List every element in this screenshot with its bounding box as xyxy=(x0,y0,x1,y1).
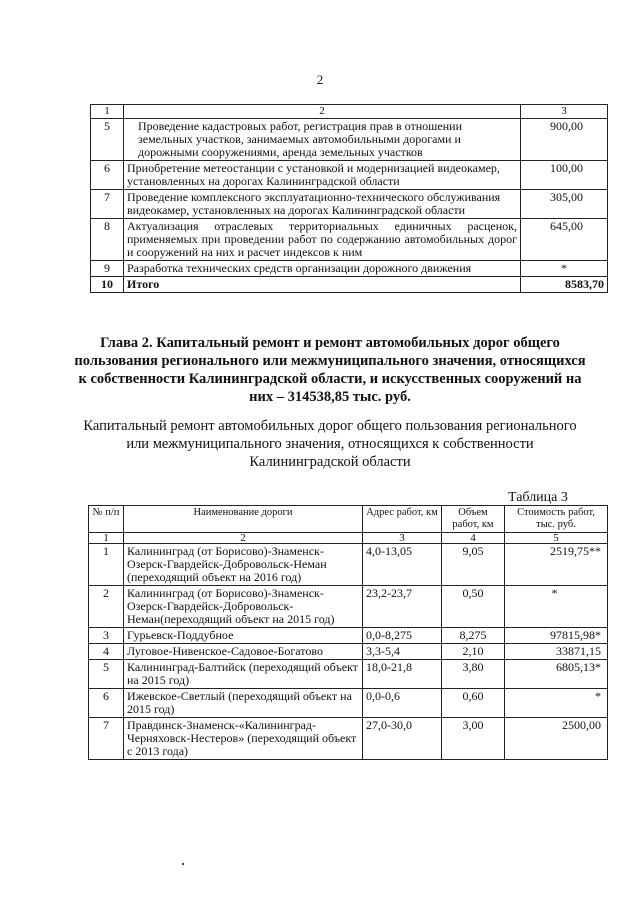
header-numbers-row xyxy=(89,533,608,544)
header-cell: 1 xyxy=(91,105,124,119)
total-value: 8583,70 xyxy=(521,277,608,293)
row-number: 6 xyxy=(91,161,124,190)
header-num: № п/п xyxy=(89,506,124,533)
row-text: Приобретение метеостанции с установкой и модернизацией видеокамер, установленных на дорогах Калининградской области xyxy=(124,161,521,190)
road-address: 4,0-13,05 xyxy=(363,544,442,586)
road-cost: 97815,98* xyxy=(505,628,608,644)
total-label: Итого xyxy=(124,277,521,293)
row-text: Проведение кадастровых работ, регистрация прав в отношении земельных участков, занимаемых автомобильными дорогами и дорожными сооружениями, аренда земельных участков xyxy=(124,119,521,161)
road-address: 3,3-5,4 xyxy=(363,644,442,660)
road-address: 23,2-23,7 xyxy=(363,586,442,628)
table-row xyxy=(91,161,608,190)
road-name: Правдинск-Знаменск-«Калининград-Черняховск-Нестеров» (переходящий объект с 2013 года) xyxy=(124,718,363,760)
row-text: Разработка технических средств организации дорожного движения xyxy=(124,261,521,277)
row-value: 645,00 xyxy=(521,219,608,261)
row-number: 6 xyxy=(89,689,124,718)
road-cost: 6805,13* xyxy=(505,660,608,689)
header-address: Адрес работ, км xyxy=(363,506,442,533)
row-value: * xyxy=(521,261,608,277)
road-volume: 9,05 xyxy=(442,544,505,586)
table-header-row xyxy=(89,506,608,533)
table-row xyxy=(89,689,608,718)
table-row xyxy=(91,119,608,161)
road-volume: 2,10 xyxy=(442,644,505,660)
table-header-row xyxy=(91,105,608,119)
road-name: Калининград (от Борисово)-Знаменск-Озерск-Гвардейск-Добровольск-Неман(переходящий объект на 2015 год) xyxy=(124,586,363,628)
header-name: Наименование дороги xyxy=(124,506,363,533)
row-number: 7 xyxy=(91,190,124,219)
row-number: 5 xyxy=(91,119,124,161)
scan-speck xyxy=(182,863,184,865)
road-repair-table xyxy=(88,505,608,760)
header-number: 1 xyxy=(89,533,124,544)
row-number: 9 xyxy=(91,261,124,277)
road-name: Луговое-Нивенское-Садовое-Богатово xyxy=(124,644,363,660)
table-row xyxy=(89,628,608,644)
page-number: 2 xyxy=(316,72,324,87)
road-volume: 0,50 xyxy=(442,586,505,628)
road-address: 0,0-8,275 xyxy=(363,628,442,644)
row-number: 1 xyxy=(89,544,124,586)
table-row xyxy=(89,718,608,760)
road-cost: * xyxy=(505,586,608,628)
row-text: Актуализация отраслевых территориальных единичных расценок, применяемых при проведении работ по содержанию автомобильных дорог и сооружений на них и расчет индексов к ним xyxy=(124,219,521,261)
header-cell: 3 xyxy=(521,105,608,119)
row-number: 8 xyxy=(91,219,124,261)
header-volume: Объем работ, км xyxy=(442,506,505,533)
row-value: 100,00 xyxy=(521,161,608,190)
row-number: 10 xyxy=(91,277,124,293)
header-cell: 2 xyxy=(124,105,521,119)
header-number: 5 xyxy=(505,533,608,544)
table-row xyxy=(89,544,608,586)
row-value: 900,00 xyxy=(521,119,608,161)
road-name: Ижевское-Светлый (переходящий объект на 2015 год) xyxy=(124,689,363,718)
row-number: 5 xyxy=(89,660,124,689)
road-volume: 3,80 xyxy=(442,660,505,689)
road-cost: * xyxy=(505,689,608,718)
road-address: 27,0-30,0 xyxy=(363,718,442,760)
total-row xyxy=(91,277,608,293)
table-row xyxy=(89,660,608,689)
row-value: 305,00 xyxy=(521,190,608,219)
road-name: Калининград (от Борисово)-Знаменск-Озерск-Гвардейск-Добровольск-Неман (переходящий объект на 2016 год) xyxy=(124,544,363,586)
row-number: 4 xyxy=(89,644,124,660)
road-cost: 2500,00 xyxy=(505,718,608,760)
row-number: 2 xyxy=(89,586,124,628)
chapter-heading: Глава 2. Капитальный ремонт и ремонт автомобильных дорог общего пользования регионального или межмуниципального значения, относящихся к собственности Калининградской области, и искусственных сооружений на них – 314538,85 тыс. руб. xyxy=(74,335,586,405)
section-heading: Капитальный ремонт автомобильных дорог общего пользования регионального или межмуниципального значения, относящихся к собственности Калининградской области xyxy=(83,418,577,470)
road-name: Гурьевск-Поддубное xyxy=(124,628,363,644)
road-volume: 3,00 xyxy=(442,718,505,760)
table-row xyxy=(89,644,608,660)
header-cost: Стоимость работ, тыс. руб. xyxy=(505,506,608,533)
road-cost: 33871,15 xyxy=(505,644,608,660)
road-address: 18,0-21,8 xyxy=(363,660,442,689)
row-text: Проведение комплексного эксплуатационно-технического обслуживания видеокамер, установленных на дорогах Калининградской области xyxy=(124,190,521,219)
table-row xyxy=(89,586,608,628)
header-number: 2 xyxy=(124,533,363,544)
header-number: 4 xyxy=(442,533,505,544)
table-row xyxy=(91,261,608,277)
header-number: 3 xyxy=(363,533,442,544)
table-row xyxy=(91,190,608,219)
road-address: 0,0-0,6 xyxy=(363,689,442,718)
road-cost: 2519,75** xyxy=(505,544,608,586)
row-number: 7 xyxy=(89,718,124,760)
road-volume: 8,275 xyxy=(442,628,505,644)
table-row xyxy=(91,219,608,261)
table-caption: Таблица 3 xyxy=(508,490,568,505)
road-volume: 0,60 xyxy=(442,689,505,718)
expenses-table xyxy=(90,104,608,293)
road-name: Калининград-Балтийск (переходящий объект на 2015 год) xyxy=(124,660,363,689)
row-number: 3 xyxy=(89,628,124,644)
